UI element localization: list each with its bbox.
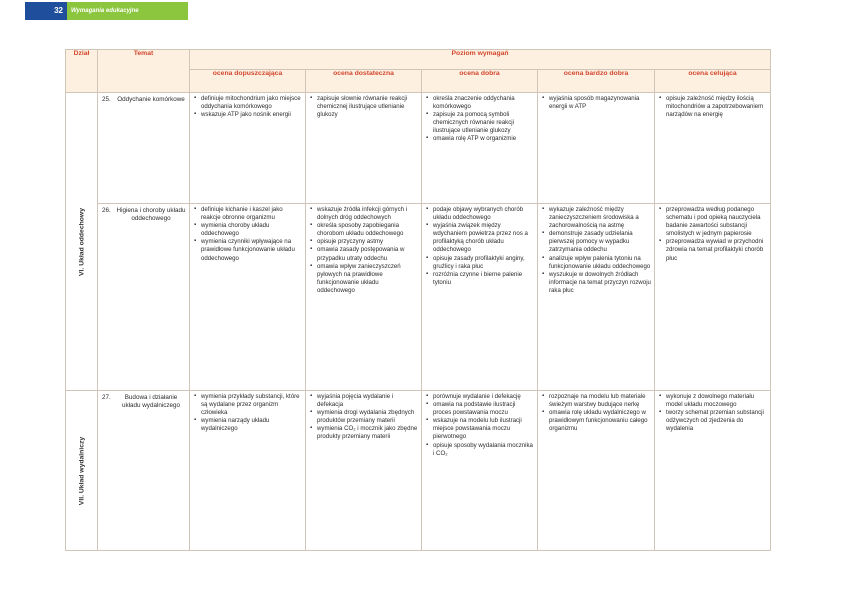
requirement-cell [190, 391, 306, 551]
table-row [66, 93, 771, 204]
topic-cell [98, 204, 190, 391]
requirement-cell [306, 93, 422, 204]
requirement-item: ▪ wymienia przykłady substancji, które są wydalane przez organizm człowieka [201, 393, 302, 417]
requirement-item: ▪ porównuje wydalanie i defekację [433, 393, 534, 401]
col-header-dzial: Dział [66, 50, 98, 93]
col-header-temat: Temat [98, 50, 190, 93]
section-label: VII. Układ wydalniczy [78, 436, 85, 505]
requirement-list [658, 206, 767, 263]
requirement-item: ▪ wymienia narządy układu wydalniczego [201, 417, 302, 433]
requirement-item: ▪ omawia na podstawie ilustracji proces powstawania moczu [433, 401, 534, 417]
requirement-item: ▪ omawia rolę ATP w organizmie [433, 135, 534, 143]
grade-header: ocena bardzo dobra [538, 70, 655, 93]
requirement-item: ▪ omawia rolę układu wydalniczego w prawidłowym funkcjonowaniu całego organizmu [549, 409, 651, 433]
requirement-item: ▪ wskazuje źródła infekcji górnych i dolnych dróg oddechowych [317, 206, 418, 222]
table-row [66, 391, 771, 551]
requirement-item: ▪ wyjaśnia związek między wdychaniem powietrza przez nos a profilaktyką chorób układu oddechowego [433, 222, 534, 254]
requirement-item: ▪ opisuje zasady profilaktyki anginy, gruźlicy i raka płuc [433, 255, 534, 271]
topic-cell [98, 93, 190, 204]
requirement-item: ▪ rozpoznaje na modelu lub materiale świeżym warstwy budujące nerkę [549, 393, 651, 409]
col-header-level: Poziom wymagań [190, 50, 771, 70]
topic-name: Budowa i działanie układu wydalniczego [121, 394, 181, 410]
section-cell [66, 391, 98, 551]
requirement-item: ▪ definiuje kichanie i kaszel jako reakcje obronne organizmu [201, 206, 302, 222]
requirement-list [193, 206, 302, 263]
requirement-cell [422, 204, 538, 391]
requirement-item: ▪ podaje objawy wybranych chorób układu oddechowego [433, 206, 534, 222]
requirement-list [425, 206, 534, 287]
requirement-cell [655, 93, 771, 204]
requirement-item: ▪ wykonuje z dowolnego materiału model układu moczowego [666, 393, 767, 409]
requirement-list [425, 95, 534, 144]
requirement-item: ▪ zapisuje za pomocą symboli chemicznych równanie reakcji ilustrujące utlenianie glukozy [433, 111, 534, 135]
requirement-list [309, 95, 418, 119]
requirement-cell [655, 391, 771, 551]
requirement-cell [422, 93, 538, 204]
section-label: VI. Układ oddechowy [78, 207, 85, 276]
requirement-list [541, 206, 651, 295]
topic-name: Oddychanie komórkowe [117, 96, 185, 103]
requirement-item: ▪ rozróżnia czynne i bierne palenie tytoniu [433, 271, 534, 287]
requirement-list [541, 95, 651, 111]
requirement-item: ▪ wyjaśnia pojęcia wydalanie i defekacja [317, 393, 418, 409]
requirement-cell [306, 391, 422, 551]
requirement-list [309, 206, 418, 295]
requirement-item: ▪ przeprowadza według podanego schematu i pod opieką nauczyciela badanie zawartości substancji smolistych w jednym papierosie [666, 206, 767, 238]
grade-header: ocena dopuszczająca [190, 70, 306, 93]
requirement-item: ▪ wymienia czynniki wpływające na prawidłowe funkcjonowanie układu oddechowego [201, 238, 302, 262]
requirement-item: ▪ wymienia CO₂ i mocznik jako zbędne produkty przemiany materii [317, 425, 418, 441]
requirement-item: ▪ wyszukuje w dowolnych źródłach informacje na temat przyczyn rozwoju raka płuc [549, 271, 651, 295]
section-title: Wymagania edukacyjne [67, 2, 188, 20]
topic-number: 26. [102, 207, 111, 214]
requirement-item: ▪ opisuje sposoby wydalania mocznika i CO₂ [433, 442, 534, 458]
requirement-list [541, 393, 651, 433]
requirement-item: ▪ określa znaczenie oddychania komórkowego [433, 95, 534, 111]
requirement-cell [306, 204, 422, 391]
section-cell [66, 93, 98, 391]
page-number: 32 [25, 2, 67, 20]
requirement-list [193, 393, 302, 433]
requirement-item: ▪ omawia zasady postępowania w przypadku utraty oddechu [317, 246, 418, 262]
requirement-cell [422, 391, 538, 551]
requirement-item: ▪ przeprowadza wywiad w przychodni zdrowia na temat profilaktyki chorób płuc [666, 238, 767, 262]
requirement-cell [538, 204, 655, 391]
requirement-item: ▪ opisuje przyczyny astmy [317, 238, 418, 246]
requirement-cell [190, 93, 306, 204]
requirement-item: ▪ opisuje zależność między ilością mitochondriów a zapotrzebowaniem narządów na energię [666, 95, 767, 119]
requirement-item: ▪ demonstruje zasady udzielania pierwszej pomocy w wypadku zatrzymania oddechu [549, 230, 651, 254]
requirement-item: ▪ definiuje mitochondrium jako miejsce oddychania komórkowego [201, 95, 302, 111]
requirement-list [193, 95, 302, 119]
grade-header: ocena dostateczna [306, 70, 422, 93]
grade-header: ocena dobra [422, 70, 538, 93]
requirement-item: ▪ wykazuje zależność między zanieczyszczeniem środowiska a zachorowalnością na astmę [549, 206, 651, 230]
table-row [66, 204, 771, 391]
topic-number: 27. [102, 394, 111, 401]
topic-name: Higiena i choroby układu oddechowego [116, 207, 186, 223]
requirement-item: ▪ zapisuje słownie równanie reakcji chemicznej ilustrujące utlenianie glukozy [317, 95, 418, 119]
requirement-list [309, 393, 418, 442]
requirement-list [425, 393, 534, 458]
requirement-item: ▪ wskazuje ATP jako nośnik energii [201, 111, 302, 119]
requirement-item: ▪ wymienia drogi wydalania zbędnych produktów przemiany materii [317, 409, 418, 425]
requirement-item: ▪ tworzy schemat przemian substancji odżywczych od zjedzenia do wydalenia [666, 409, 767, 433]
requirement-item: ▪ wyjaśnia sposób magazynowania energii w ATP [549, 95, 651, 111]
grade-header: ocena celująca [655, 70, 771, 93]
page-header [25, 2, 188, 20]
requirement-cell [190, 204, 306, 391]
requirement-item: ▪ wymienia choroby układu oddechowego [201, 222, 302, 238]
requirement-cell [538, 93, 655, 204]
requirement-item: ▪ analizuje wpływ palenia tytoniu na funkcjonowanie układu oddechowego [549, 255, 651, 271]
requirement-item: ▪ omawia wpływ zanieczyszczeń pyłowych na prawidłowe funkcjonowanie układu oddechowego [317, 263, 418, 295]
topic-number: 25. [102, 96, 111, 103]
requirements-table [65, 49, 771, 551]
topic-cell [98, 391, 190, 551]
requirement-list [658, 393, 767, 433]
requirement-cell [538, 391, 655, 551]
requirement-list [658, 95, 767, 119]
requirement-item: ▪ wskazuje na modelu lub ilustracji miejsce powstawania moczu pierwotnego [433, 417, 534, 441]
requirement-item: ▪ określa sposoby zapobiegania chorobom układu oddechowego [317, 222, 418, 238]
requirement-cell [655, 204, 771, 391]
